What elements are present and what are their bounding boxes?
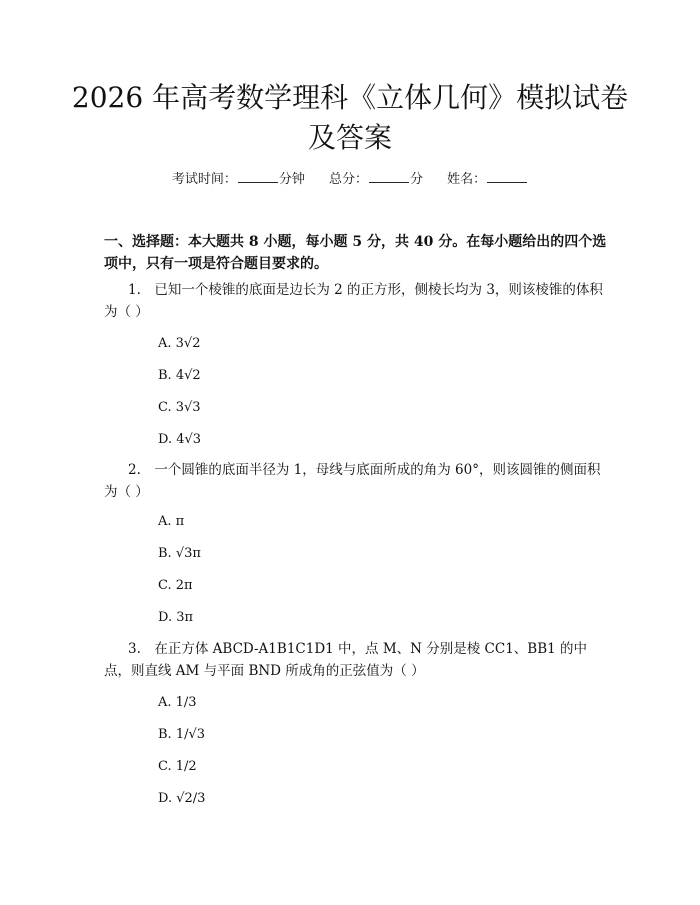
question-2 (104, 459, 604, 503)
time-label: 考试时间： (171, 172, 237, 187)
option-3d: D. √2/3 (158, 791, 206, 806)
question-text: 2. 一个圆锥的底面半径为 1，母线与底面所成的角为 60°，则该圆锥的侧面积为（ ） (104, 462, 601, 500)
question-1 (104, 279, 604, 323)
page-title: 2026 年高考数学理科《立体几何》模拟试卷及答案 (71, 81, 629, 154)
option-1b: B. 4√2 (158, 368, 201, 383)
question-text: 1. 已知一个棱锥的底面是边长为 2 的正方形，侧棱长均为 3，则该棱锥的体积为（ ） (104, 282, 603, 320)
section-heading: 一、选择题：本大题共 8 小题，每小题 5 分，共 40 分。在每小题给出的四个选项中，只有一项是符合题目要求的。 (104, 234, 607, 272)
name-field (447, 172, 528, 187)
option-2d: D. 3π (158, 610, 194, 625)
option-3c: C. 1/2 (158, 759, 197, 774)
option-3a: A. 1/3 (158, 695, 197, 710)
score-label: 总分： (328, 172, 368, 187)
exam-meta (0, 170, 700, 189)
option-1c: C. 3√3 (158, 400, 201, 415)
name-blank (487, 170, 527, 183)
score-blank (369, 170, 409, 183)
option-2c: C. 2π (158, 578, 193, 593)
time-blank (238, 170, 278, 183)
time-unit: 分钟 (278, 172, 305, 187)
option-1d: D. 4√3 (158, 432, 202, 447)
name-label: 姓名： (447, 172, 487, 187)
question-3 (104, 638, 604, 682)
score-unit: 分 (410, 172, 424, 187)
option-2a: A. π (158, 514, 185, 529)
option-1a: A. 3√2 (158, 336, 201, 351)
question-text: 3. 在正方体 ABCD-A1B1C1D1 中，点 M、N 分别是棱 CC1、BB1 的中点，则直线 AM 与平面 BND 所成角的正弦值为（ ） (104, 641, 588, 679)
time-field (172, 172, 305, 187)
score-field (329, 172, 423, 187)
option-2b: B. √3π (158, 546, 201, 561)
option-3b: B. 1/√3 (158, 727, 206, 742)
